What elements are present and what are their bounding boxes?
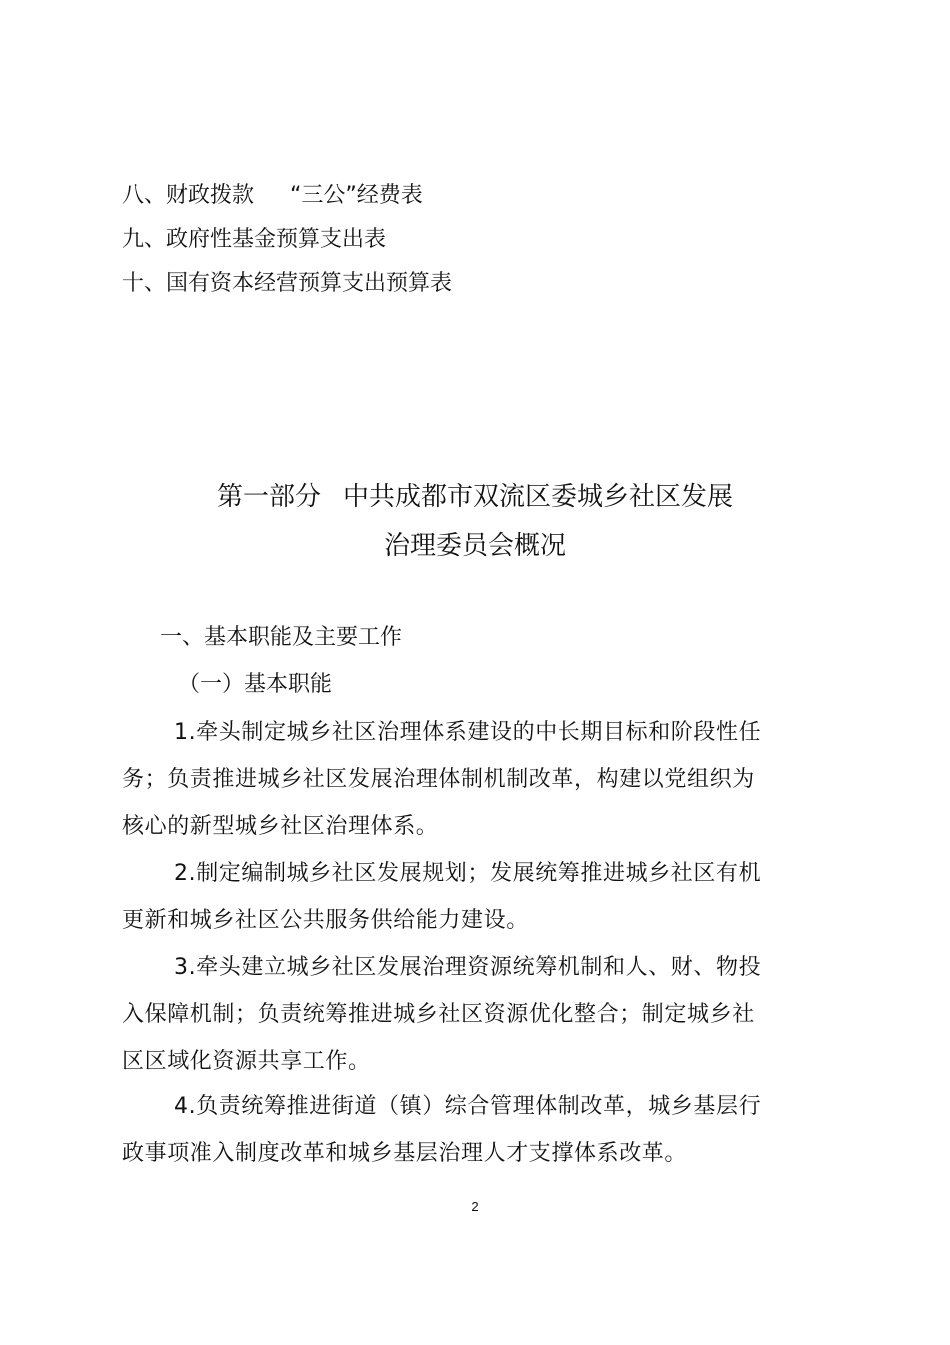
subsection-heading: （一）基本职能 [178, 672, 333, 697]
toc-item-10: 十、国有资本经营预算支出预算表 [122, 271, 453, 296]
paragraph-4: 4.负责统筹推进街道（镇）综合管理体制改革，城乡基层行政事项准入制度改革和城乡基层治理人才支撑体系改革。 [122, 1094, 762, 1166]
part-title-line1 [0, 480, 950, 514]
paragraph-2: 2.制定编制城乡社区发展规划；发展统筹推进城乡社区有机更新和城乡社区公共服务供给能力建设。 [122, 861, 762, 933]
toc-item-8-title: “三公”经费表 [290, 183, 423, 208]
part-title-text: 中共成都市双流区委城乡社区发展 [343, 482, 734, 512]
part-title-line2: 治理委员会概况 [383, 531, 566, 561]
toc-item-8-label: 八、财政拨款 [122, 183, 255, 208]
page-number: 2 [471, 1199, 479, 1214]
part-label: 第一部分 [216, 482, 321, 512]
paragraph-1: 1.牵头制定城乡社区治理体系建设的中长期目标和阶段性任务；负责推进城乡社区发展治理体制机制改革，构建以党组织为核心的新型城乡社区治理体系。 [122, 720, 762, 839]
toc-item-9: 九、政府性基金预算支出表 [122, 227, 387, 252]
paragraph-3: 3.牵头建立城乡社区发展治理资源统筹机制和人、财、物投入保障机制；负责统筹推进城乡社区资源优化整合；制定城乡社区区域化资源共享工作。 [122, 955, 762, 1074]
section-heading: 一、基本职能及主要工作 [160, 625, 403, 650]
toc-item-8 [122, 181, 423, 211]
